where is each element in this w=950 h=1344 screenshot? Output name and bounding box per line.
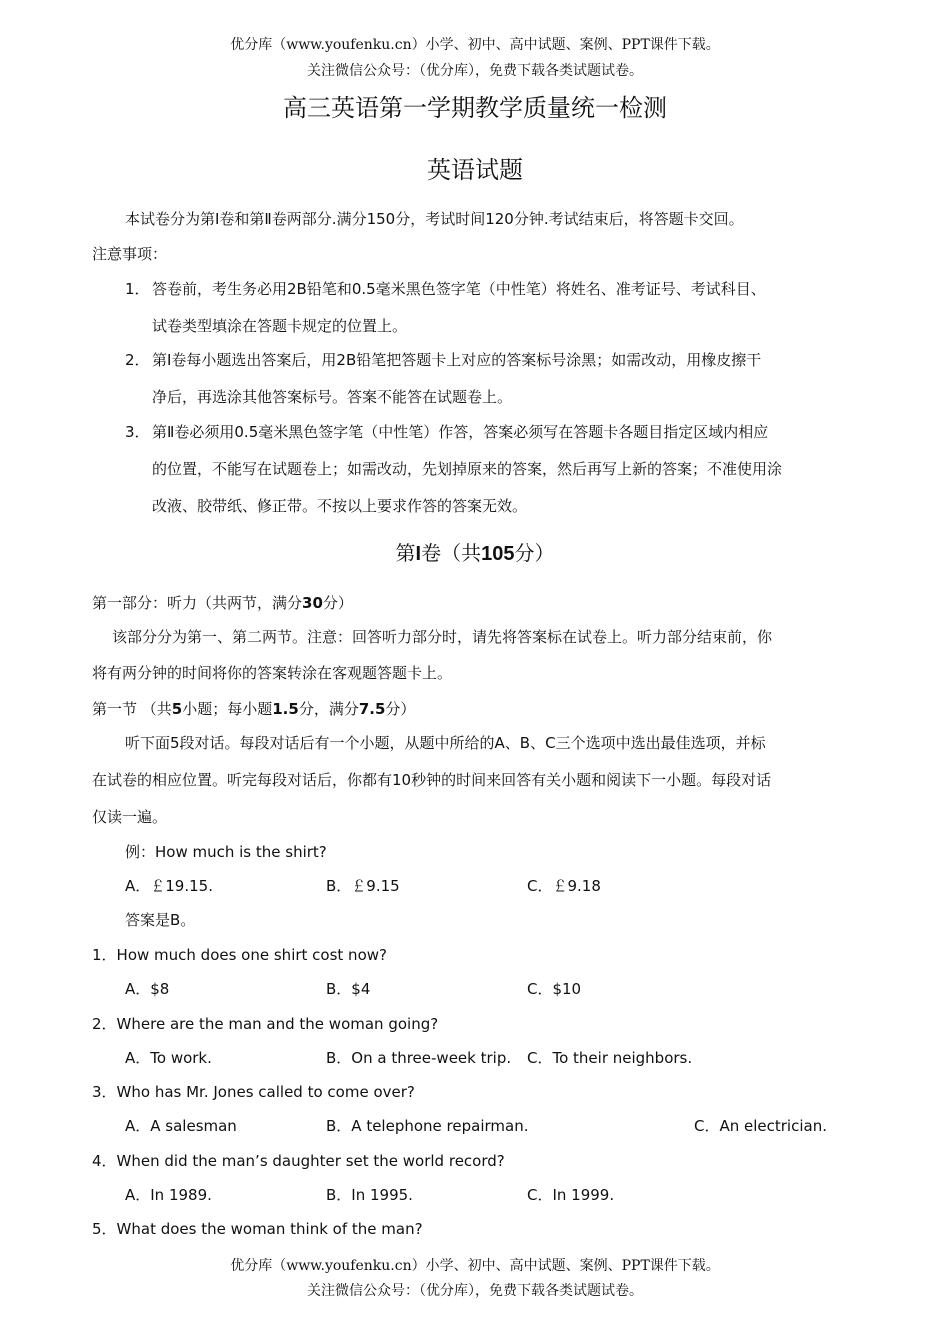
note-1-line-2: 试卷类型填涂在答题卡规定的位置上。 — [152, 317, 408, 335]
section1-heading: 第一节 （共5小题；每小题1.5分，满分7.5分） — [92, 700, 416, 718]
section1-desc-line-3: 仅读一遍。 — [92, 808, 168, 826]
question-3-option-b: B．A telephone repairman. — [326, 1117, 529, 1135]
note-2-line-2: 净后，再选涂其他答案标号。答案不能答在试题卷上。 — [152, 388, 513, 406]
question-2-option-b: B．On a three-week trip. — [326, 1049, 512, 1067]
question-1-option-a: A．$8 — [125, 980, 170, 998]
question-1: 1．How much does one shirt cost now? — [92, 946, 387, 964]
question-1-option-b: B．$4 — [326, 980, 371, 998]
footer-line-1: 优分库（www.youfenku.cn）小学、初中、高中试题、案例、PPT课件下载。 — [230, 1258, 720, 1274]
note-1-number: 1． — [125, 280, 150, 298]
question-2-option-a: A．To work. — [125, 1049, 212, 1067]
note-3-number: 3． — [125, 423, 150, 441]
part1-desc-line-2: 将有两分钟的时间将你的答案转涂在客观题答题卡上。 — [92, 664, 453, 682]
page-subtitle: 英语试题 — [427, 156, 523, 184]
intro-text: 本试卷分为第Ⅰ卷和第Ⅱ卷两部分.满分150分，考试时间120分钟.考试结束后，将答题卡交回。 — [125, 210, 744, 228]
header-line-1: 优分库（www.youfenku.cn）小学、初中、高中试题、案例、PPT课件下载。 — [230, 37, 720, 53]
section1-desc-line-2: 在试卷的相应位置。听完每段对话后，你都有10秒钟的时间来回答有关小题和阅读下一小题。每段对话 — [92, 771, 772, 789]
notes-label: 注意事项： — [92, 245, 168, 263]
question-4-option-b: B．In 1995. — [326, 1186, 413, 1204]
note-1-line-1: 答卷前，考生务必用2B铅笔和0.5毫米黑色签字笔（中性笔）将姓名、准考证号、考试科目、 — [152, 280, 766, 298]
note-3-line-3: 改液、胶带纸、修正带。不按以上要求作答的答案无效。 — [152, 497, 528, 515]
example-option-c: C．￡9.18 — [527, 877, 601, 895]
example-option-b: B．￡9.15 — [326, 877, 400, 895]
example-answer: 答案是B。 — [125, 911, 196, 929]
question-2: 2．Where are the man and the woman going? — [92, 1015, 439, 1033]
example-option-a: A．￡19.15. — [125, 877, 213, 895]
note-3-line-2: 的位置，不能写在试题卷上；如需改动，先划掉原来的答案，然后再写上新的答案；不准使用涂 — [152, 460, 783, 478]
question-2-option-c: C．To their neighbors. — [527, 1049, 693, 1067]
question-4-option-a: A．In 1989. — [125, 1186, 212, 1204]
example-question: 例：How much is the shirt? — [125, 843, 327, 861]
question-3-option-a: A．A salesman — [125, 1117, 237, 1135]
note-2-number: 2． — [125, 351, 150, 369]
question-1-option-c: C．$10 — [527, 980, 582, 998]
page-title: 高三英语第一学期教学质量统一检测 — [283, 94, 667, 122]
volume-heading: 第I卷（共105分） — [395, 541, 555, 565]
footer-line-2: 关注微信公众号：（优分库），免费下载各类试题试卷。 — [307, 1283, 643, 1299]
question-3-option-c: C．An electrician. — [694, 1117, 827, 1135]
question-4-option-c: C．In 1999. — [527, 1186, 615, 1204]
question-3: 3．Who has Mr. Jones called to come over? — [92, 1083, 415, 1101]
note-2-line-1: 第Ⅰ卷每小题选出答案后，用2B铅笔把答题卡上对应的答案标号涂黑；如需改动，用橡皮擦干 — [152, 351, 762, 369]
part1-heading: 第一部分：听力（共两节，满分30分） — [92, 594, 353, 612]
question-5: 5．What does the woman think of the man? — [92, 1220, 423, 1238]
part1-desc-line-1: 该部分分为第一、第二两节。注意：回答听力部分时，请先将答案标在试卷上。听力部分结束前，你 — [112, 628, 773, 646]
header-line-2: 关注微信公众号：（优分库），免费下载各类试题试卷。 — [307, 63, 643, 79]
note-3-line-1: 第Ⅱ卷必须用0.5毫米黑色签字笔（中性笔）作答，答案必须写在答题卡各题目指定区域内相应 — [152, 423, 769, 441]
question-4: 4．When did the man’s daughter set the world record? — [92, 1152, 505, 1170]
section1-desc-line-1: 听下面5段对话。每段对话后有一个小题，从题中所给的A、B、C三个选项中选出最佳选项，并标 — [125, 734, 766, 752]
